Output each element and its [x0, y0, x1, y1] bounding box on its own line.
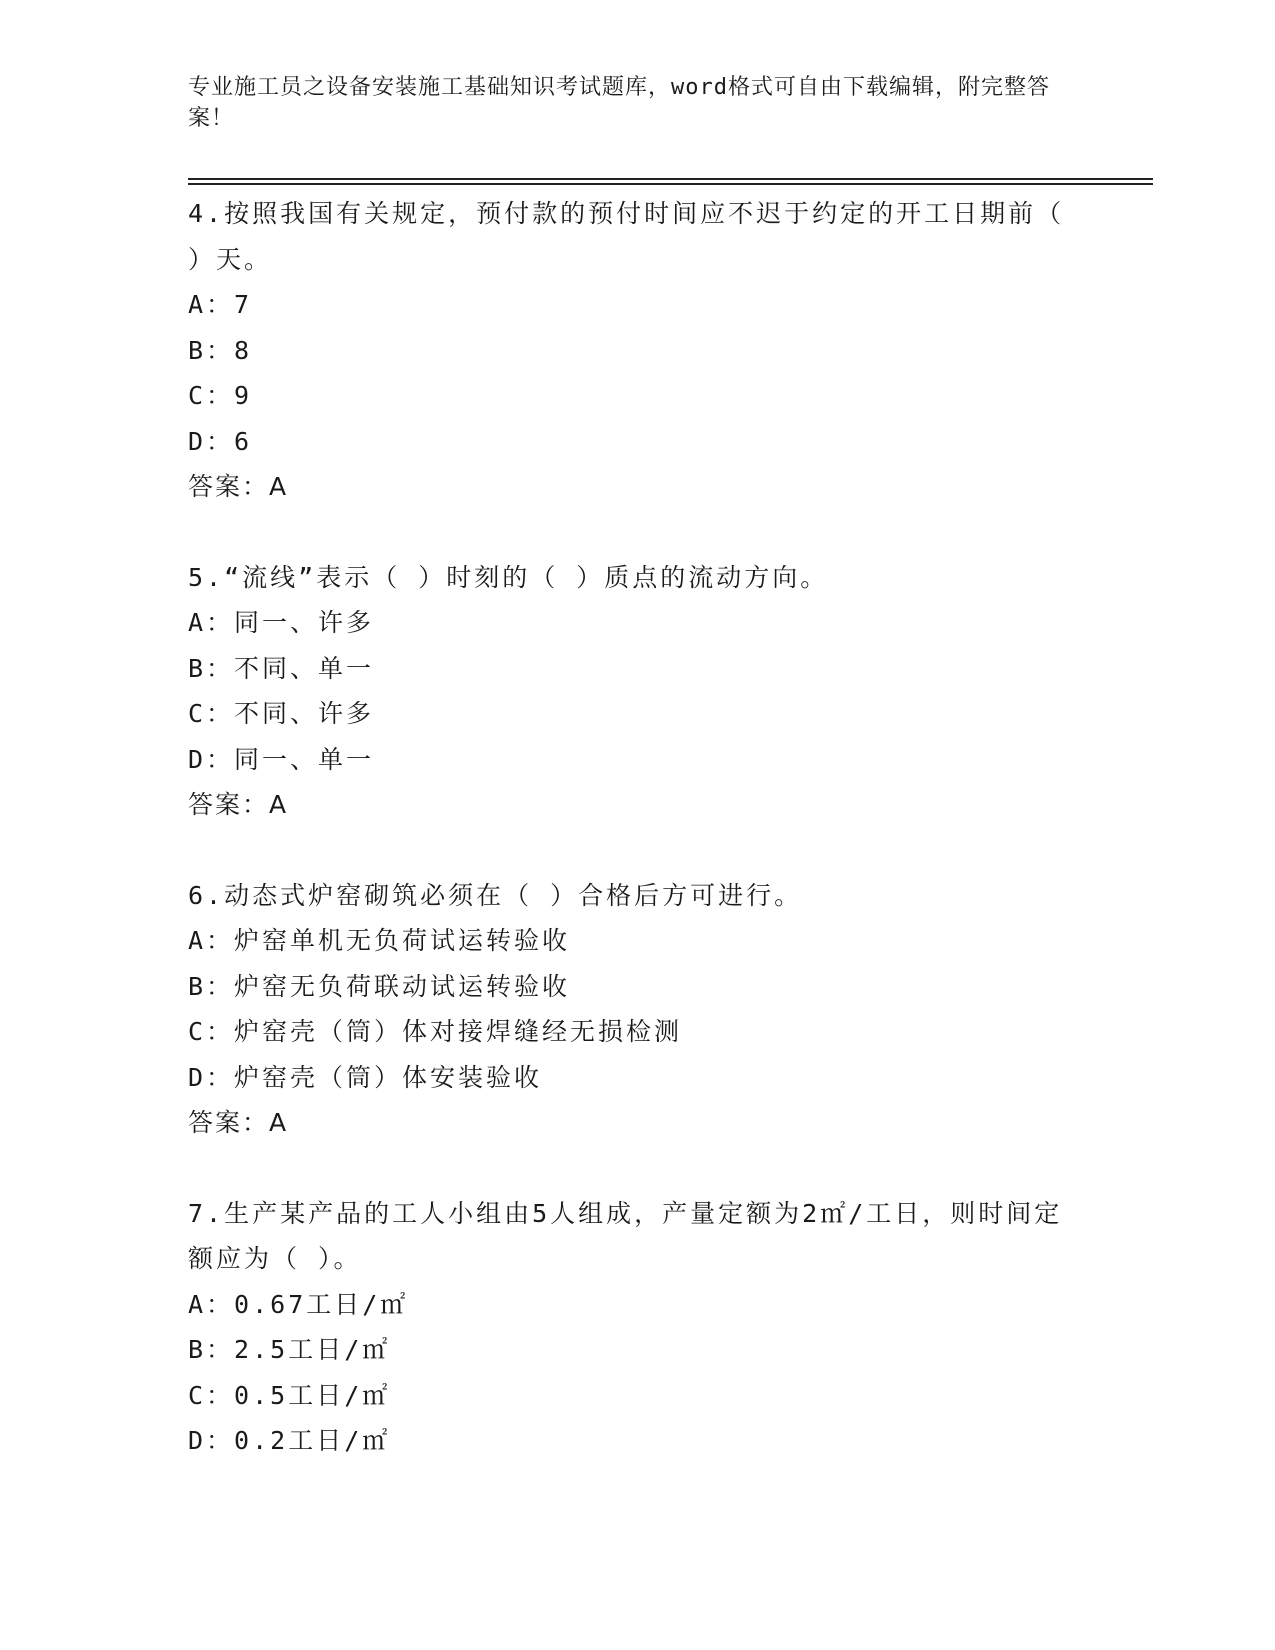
question-item [188, 873, 1088, 1146]
option-b: B：8 [188, 335, 253, 365]
option-c: C：9 [188, 381, 253, 410]
option-d: D：同一、单一 [188, 744, 375, 774]
question-item [188, 191, 1088, 510]
option-a: A：0.67工日/㎡ [188, 1289, 409, 1319]
question-stem: 4.按照我国有关规定，预付款的预付时间应不迟于约定的开工日期前（ ）天。 [188, 199, 1065, 274]
answer-line: 答案：A [188, 790, 289, 819]
option-a: A：炉窑单机无负荷试运转验收 [188, 926, 571, 955]
option-c: C：0.5工日/㎡ [188, 1380, 391, 1410]
option-c: C：炉窑壳（筒）体对接焊缝经无损检测 [188, 1017, 683, 1046]
option-c: C：不同、许多 [188, 699, 375, 728]
question-item [188, 1191, 1088, 1464]
option-b: B：炉窑无负荷联动试运转验收 [188, 971, 571, 1001]
question-stem: 7.生产某产品的工人小组由5人组成，产量定额为2㎡/工日，则时间定额应为（ ）。 [188, 1198, 1063, 1273]
question-item [188, 555, 1088, 828]
option-d: D：炉窑壳（筒）体安装验收 [188, 1062, 543, 1092]
option-d: D：6 [188, 426, 253, 456]
option-a: A：同一、许多 [188, 608, 375, 637]
question-stem: 6.动态式炉窑砌筑必须在（ ）合格后方可进行。 [188, 880, 803, 910]
answer-line: 答案：A [188, 1108, 289, 1137]
question-list [188, 191, 1088, 1509]
document-header: 专业施工员之设备安装施工基础知识考试题库，word格式可自由下载编辑，附完整答案！ [188, 75, 1050, 131]
option-d: D：0.2工日/㎡ [188, 1426, 391, 1455]
option-b: B：2.5工日/㎡ [188, 1335, 391, 1364]
option-b: B：不同、单一 [188, 653, 375, 683]
option-a: A：7 [188, 290, 253, 319]
header-divider-bottom [188, 183, 1153, 185]
answer-line: 答案：A [188, 472, 289, 501]
question-stem: 5.“流线”表示（ ）时刻的（ ）质点的流动方向。 [188, 562, 829, 592]
header-divider-top [188, 178, 1153, 180]
